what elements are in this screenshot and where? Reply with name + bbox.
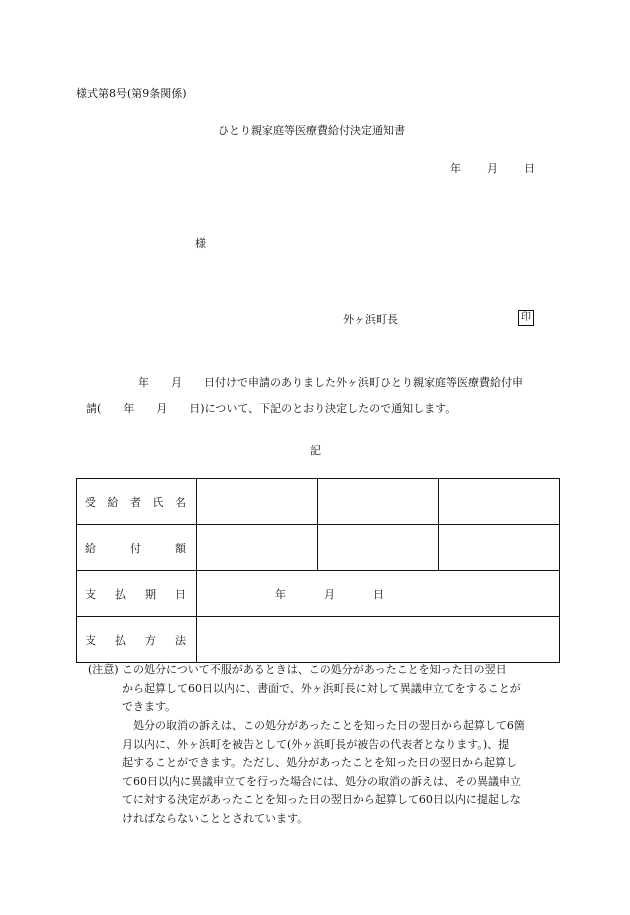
issue-date	[450, 162, 535, 175]
notes-p2-line-5: てに対する決定があったことを知った日の翌日から起算して60日以内に提起しな	[122, 793, 521, 806]
issue-date-month: 月	[487, 162, 498, 175]
body-text-line-2: 請( 年 月 日)について、下記のとおり決定したので通知します。	[86, 402, 457, 415]
document-title: ひとり親家庭等医療費給付決定通知書	[218, 124, 405, 137]
notes-p2-line-2: 月以内に、外ヶ浜町を被告として(外ヶ浜町長が被告の代表者となります。)、提	[122, 737, 510, 751]
benefit-amount-cell-3	[439, 525, 560, 571]
payment-date-day: 日	[373, 587, 384, 601]
notes-paragraph-2	[122, 717, 562, 828]
table-row	[77, 525, 560, 571]
recipient-name-label: 受給者氏名	[77, 479, 197, 525]
issuer-name: 外ヶ浜町長	[343, 313, 398, 326]
notes-p1-line-1: この処分について不服があるときは、この処分があったことを知った日の翌日	[122, 663, 507, 676]
benefit-table	[76, 478, 560, 663]
payment-date-cell	[197, 571, 560, 617]
notes-p2-line-1: 処分の取消の訴えは、この処分があったことを知った日の翌日から起算して6箇	[122, 719, 525, 732]
payment-method-cell	[197, 617, 560, 663]
table-row	[77, 479, 560, 525]
table-row	[77, 617, 560, 663]
benefit-amount-label: 給付額	[77, 525, 197, 571]
notes-paragraph-1	[122, 661, 562, 717]
body-text-line-1: 年 月 日付けで申請のありました外ヶ浜町ひとり親家庭等医療費給付申	[138, 376, 523, 389]
notes-p2-line-3: 起することができます。ただし、処分があったことを知った日の翌日から起算し	[122, 756, 518, 769]
table-row	[77, 571, 560, 617]
issue-date-year: 年	[450, 162, 461, 175]
addressee-suffix: 様	[195, 237, 206, 250]
notes-p2-line-6: ければならないこととされています。	[122, 811, 309, 825]
notes-heading: (注意)	[88, 663, 119, 676]
seal-stamp: 印	[518, 310, 534, 326]
notes-p2-line-4: て60日以内に異議申立てを行った場合には、処分の取消の訴えは、その異議申立	[122, 774, 521, 788]
ki-heading: 記	[310, 444, 321, 457]
payment-date-month: 月	[324, 587, 335, 601]
issue-date-day: 日	[524, 162, 535, 175]
notes-p1-line-3: できます。	[122, 700, 177, 713]
payment-date-year: 年	[275, 587, 286, 601]
payment-date-label: 支払期日	[77, 571, 197, 617]
payment-method-label: 支払方法	[77, 617, 197, 663]
recipient-name-cell-1	[197, 479, 318, 525]
benefit-amount-cell-2	[318, 525, 439, 571]
form-number: 様式第8号(第9条関係)	[76, 87, 187, 100]
notes-p1-line-2: から起算して60日以内に、書面で、外ヶ浜町長に対して異議申立てをすることが	[122, 681, 521, 695]
recipient-name-cell-3	[439, 479, 560, 525]
benefit-amount-cell-1	[197, 525, 318, 571]
recipient-name-cell-2	[318, 479, 439, 525]
